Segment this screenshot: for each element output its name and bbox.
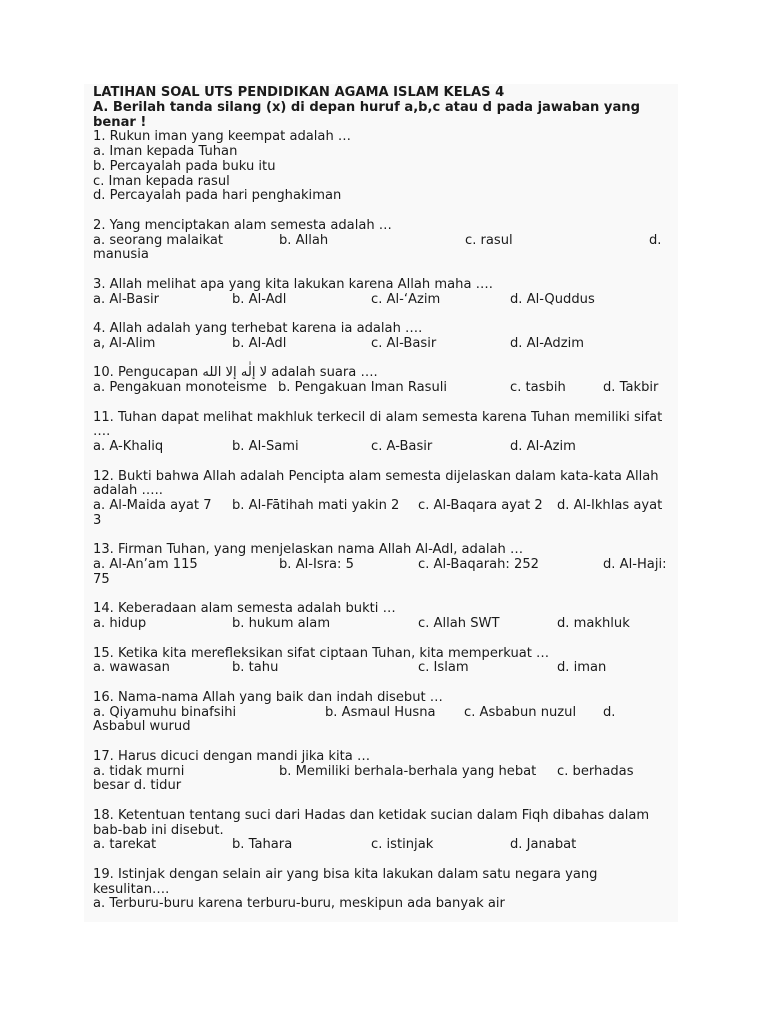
option-continuation: 3: [93, 512, 102, 528]
option-d: d. Al-Haji:: [603, 557, 667, 572]
options-row: [93, 440, 673, 455]
option-b: b. Asmaul Husna: [325, 704, 436, 720]
options-row: [93, 381, 673, 396]
options-row: [93, 234, 673, 249]
option-c: c. rasul: [465, 232, 513, 248]
options-row: [93, 558, 673, 573]
option-a: a, Al-Alim: [93, 335, 156, 351]
option-b: b. Percayalah pada buku itu: [93, 158, 276, 174]
question-3: 3. Allah melihat apa yang kita lakukan karena Allah maha ….: [93, 276, 493, 292]
option-d: d. Percayalah pada hari penghakiman: [93, 188, 342, 204]
option-b: b. Allah: [279, 232, 329, 248]
option-a: a. wawasan: [93, 660, 170, 676]
option-a: a. seorang malaikat: [93, 232, 224, 248]
options-row: [93, 661, 673, 676]
instruction: A. Berilah tanda silang (x) di depan huruf a,b,c atau d pada jawaban yang benar !: [93, 99, 640, 130]
option-a: a. Qiyamuhu binafsihi: [93, 704, 237, 720]
option-a: a. Al-Maida ayat 7: [93, 498, 212, 513]
option-b: b. Tahara: [232, 837, 293, 853]
option-a: a. Terburu-buru karena terburu-buru, meskipun ada banyak air: [93, 896, 505, 912]
option-c: c. tasbih: [510, 380, 566, 395]
option-b: b. Al-Adl: [232, 335, 287, 351]
option-d: d. Al-Ikhlas ayat: [557, 498, 663, 513]
document-content: [93, 86, 673, 912]
question-17: 17. Harus dicuci dengan mandi jika kita …: [93, 748, 371, 764]
option-c: c. Al-Baqara ayat 2: [418, 498, 543, 513]
question-4: 4. Allah adalah yang terhebat karena ia adalah ….: [93, 321, 423, 336]
option-c: c. Allah SWT: [418, 616, 500, 631]
option-b: b. Al-Adl: [232, 291, 287, 307]
option-d: d.: [649, 232, 662, 248]
option-b: b. Al-Sami: [232, 439, 299, 454]
option-a: a. Pengakuan monoteisme: [93, 380, 267, 395]
option-c: c. istinjak: [371, 837, 434, 853]
option-d: d. iman: [557, 660, 607, 676]
option-b: b. Al-Isra: 5: [279, 557, 354, 572]
question-1: 1. Rukun iman yang keempat adalah …: [93, 129, 352, 145]
option-d: d. Al-Quddus: [510, 291, 595, 307]
question-13: 13. Firman Tuhan, yang menjelaskan nama Allah Al-Adl, adalah …: [93, 542, 524, 558]
option-c: c. Iman kepada rasul: [93, 173, 230, 189]
question-12: 12. Bukti bahwa Allah adalah Pencipta alam semesta dijelaskan dalam kata-kata Allah adalah …..: [93, 468, 659, 499]
option-continuation: manusia: [93, 247, 149, 263]
option-b: b. Memiliki berhala-berhala yang hebat: [279, 763, 537, 779]
option-c: c. Asbabun nuzul: [464, 704, 577, 720]
option-a: a. tidak murni: [93, 763, 185, 779]
option-b: b. hukum alam: [232, 616, 331, 631]
options-row: [93, 499, 673, 514]
option-b: b. Al-Fātihah mati yakin 2: [232, 498, 400, 513]
question-19: 19. Istinjak dengan selain air yang bisa kita lakukan dalam satu negara yang kesulitan….: [93, 866, 598, 897]
option-a: a. Al-Basir: [93, 291, 160, 307]
option-d: d. Al-Adzim: [510, 335, 584, 351]
option-a: a. hidup: [93, 616, 147, 631]
option-b: b. Pengakuan Iman Rasuli: [278, 380, 448, 395]
option-c: c. Al-‘Azim: [371, 291, 441, 307]
question-14: 14. Keberadaan alam semesta adalah bukti …: [93, 601, 396, 617]
option-d: d. Al-Azim: [510, 439, 576, 454]
option-c: c. berhadas: [557, 763, 634, 779]
option-c: c. Islam: [418, 660, 469, 676]
options-row: [93, 838, 673, 853]
question-15: 15. Ketika kita merefleksikan sifat ciptaan Tuhan, kita memperkuat …: [93, 645, 550, 661]
question-11: 11. Tuhan dapat melihat makhluk terkecil di alam semesta karena Tuhan memiliki sifat ….: [93, 409, 663, 440]
option-d: d. Takbir: [603, 380, 659, 395]
option-c: c. A-Basir: [371, 439, 433, 454]
option-a: a. tarekat: [93, 837, 157, 853]
options-row: [93, 617, 673, 632]
option-a: a. Al-An’am 115: [93, 557, 198, 572]
document-title: LATIHAN SOAL UTS PENDIDIKAN AGAMA ISLAM KELAS 4: [93, 85, 505, 100]
options-row: [93, 706, 673, 721]
options-row: [93, 337, 673, 352]
option-d: d. Janabat: [510, 837, 577, 853]
question-2: 2. Yang menciptakan alam semesta adalah …: [93, 217, 392, 233]
option-a: a. A-Khaliq: [93, 439, 164, 454]
option-c: c. Al-Basir: [371, 335, 437, 351]
option-a: a. Iman kepada Tuhan: [93, 144, 238, 159]
option-continuation: Asbabul wurud: [93, 719, 191, 735]
option-c: c. Al-Baqarah: 252: [418, 557, 539, 572]
question-18: 18. Ketentuan tentang suci dari Hadas dan ketidak sucian dalam Fiqh dibahas dalam bab-bab ini disebut.: [93, 807, 650, 838]
question-10: 10. Pengucapan لا إلٰه إلا الله adalah suara ….: [93, 365, 378, 381]
options-row: [93, 765, 673, 780]
option-continuation: besar d. tidur: [93, 778, 182, 794]
option-d: d.: [603, 704, 616, 720]
option-continuation: 75: [93, 571, 110, 587]
question-16: 16. Nama-nama Allah yang baik dan indah disebut …: [93, 689, 443, 705]
option-d: d. makhluk: [557, 616, 630, 631]
options-row: [93, 293, 673, 308]
option-b: b. tahu: [232, 660, 279, 676]
